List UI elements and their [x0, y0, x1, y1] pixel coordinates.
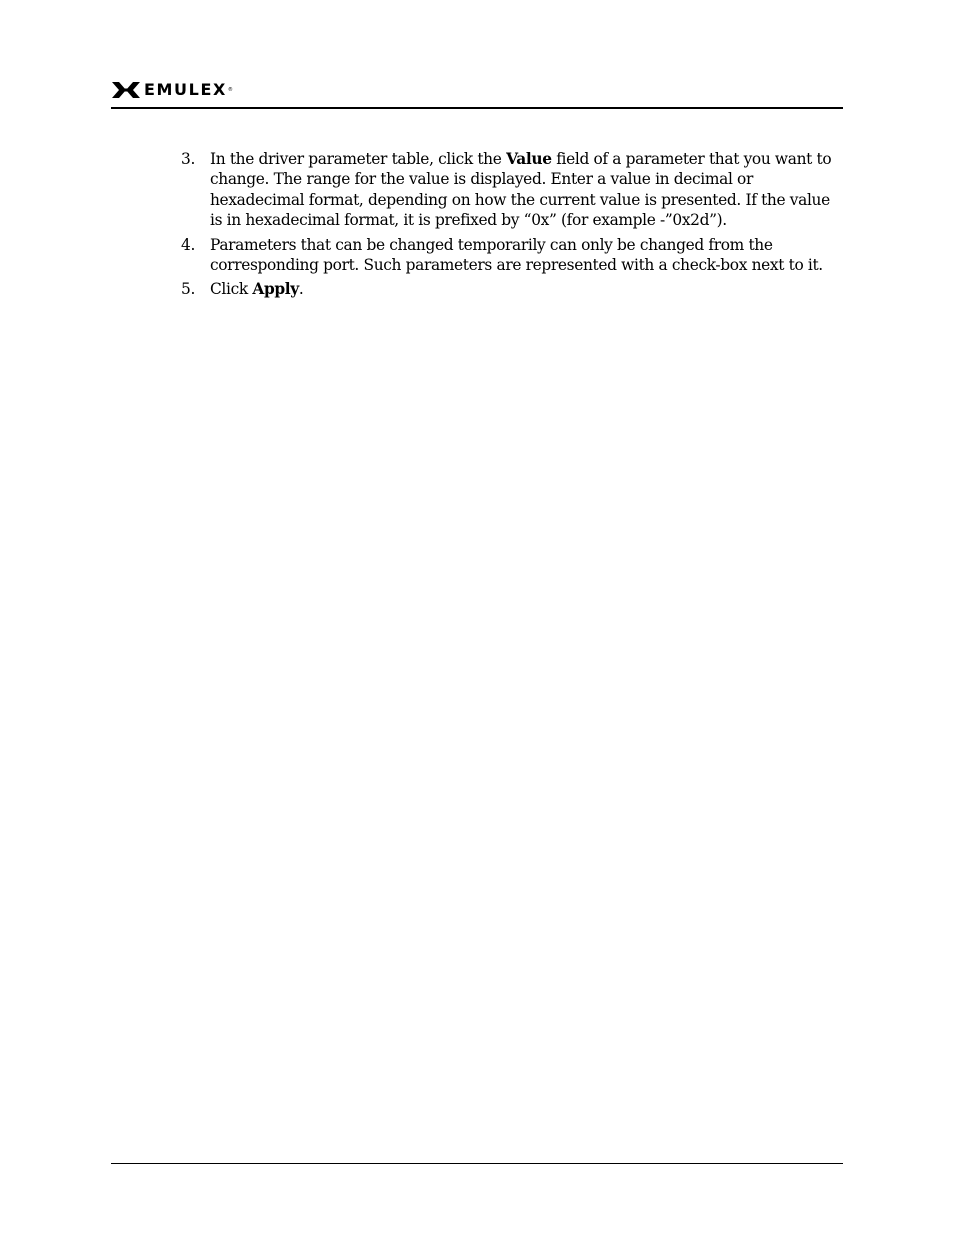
step-text-after: field of a parameter that you want to change. The range for the value is displayed. Enter a value in decimal or hexadecimal format, depending on how the current value is presented. If the value is in hexadecimal format, it is prefixed by “0x” (for example -”0x2d”). — [210, 150, 832, 230]
logo-trademark: ® — [227, 87, 233, 93]
header-rule — [111, 107, 843, 109]
step-3 — [181, 149, 845, 231]
header-logo — [111, 81, 233, 99]
step-5 — [181, 279, 845, 299]
step-text: Parameters that can be changed temporarily can only be changed from the corresponding port. Such parameters are represented with a check-box next to it. — [210, 235, 823, 275]
step-number: 5. — [181, 280, 195, 299]
step-text-before: In the driver parameter table, click the — [210, 150, 507, 168]
step-number: 4. — [181, 235, 195, 254]
step-text-after: . — [298, 280, 304, 299]
logo-wordmark: EMULEX — [144, 80, 227, 99]
value-field-label: Value — [506, 150, 552, 168]
footer-rule — [111, 1163, 843, 1164]
step-4 — [181, 235, 845, 276]
procedure-steps — [181, 149, 845, 304]
step-number: 3. — [181, 150, 195, 168]
apply-button-label: Apply — [252, 280, 299, 299]
step-text — [210, 149, 845, 231]
emulex-logo-icon — [111, 81, 141, 99]
step-text-before: Click — [210, 280, 253, 299]
step-text — [210, 279, 845, 299]
